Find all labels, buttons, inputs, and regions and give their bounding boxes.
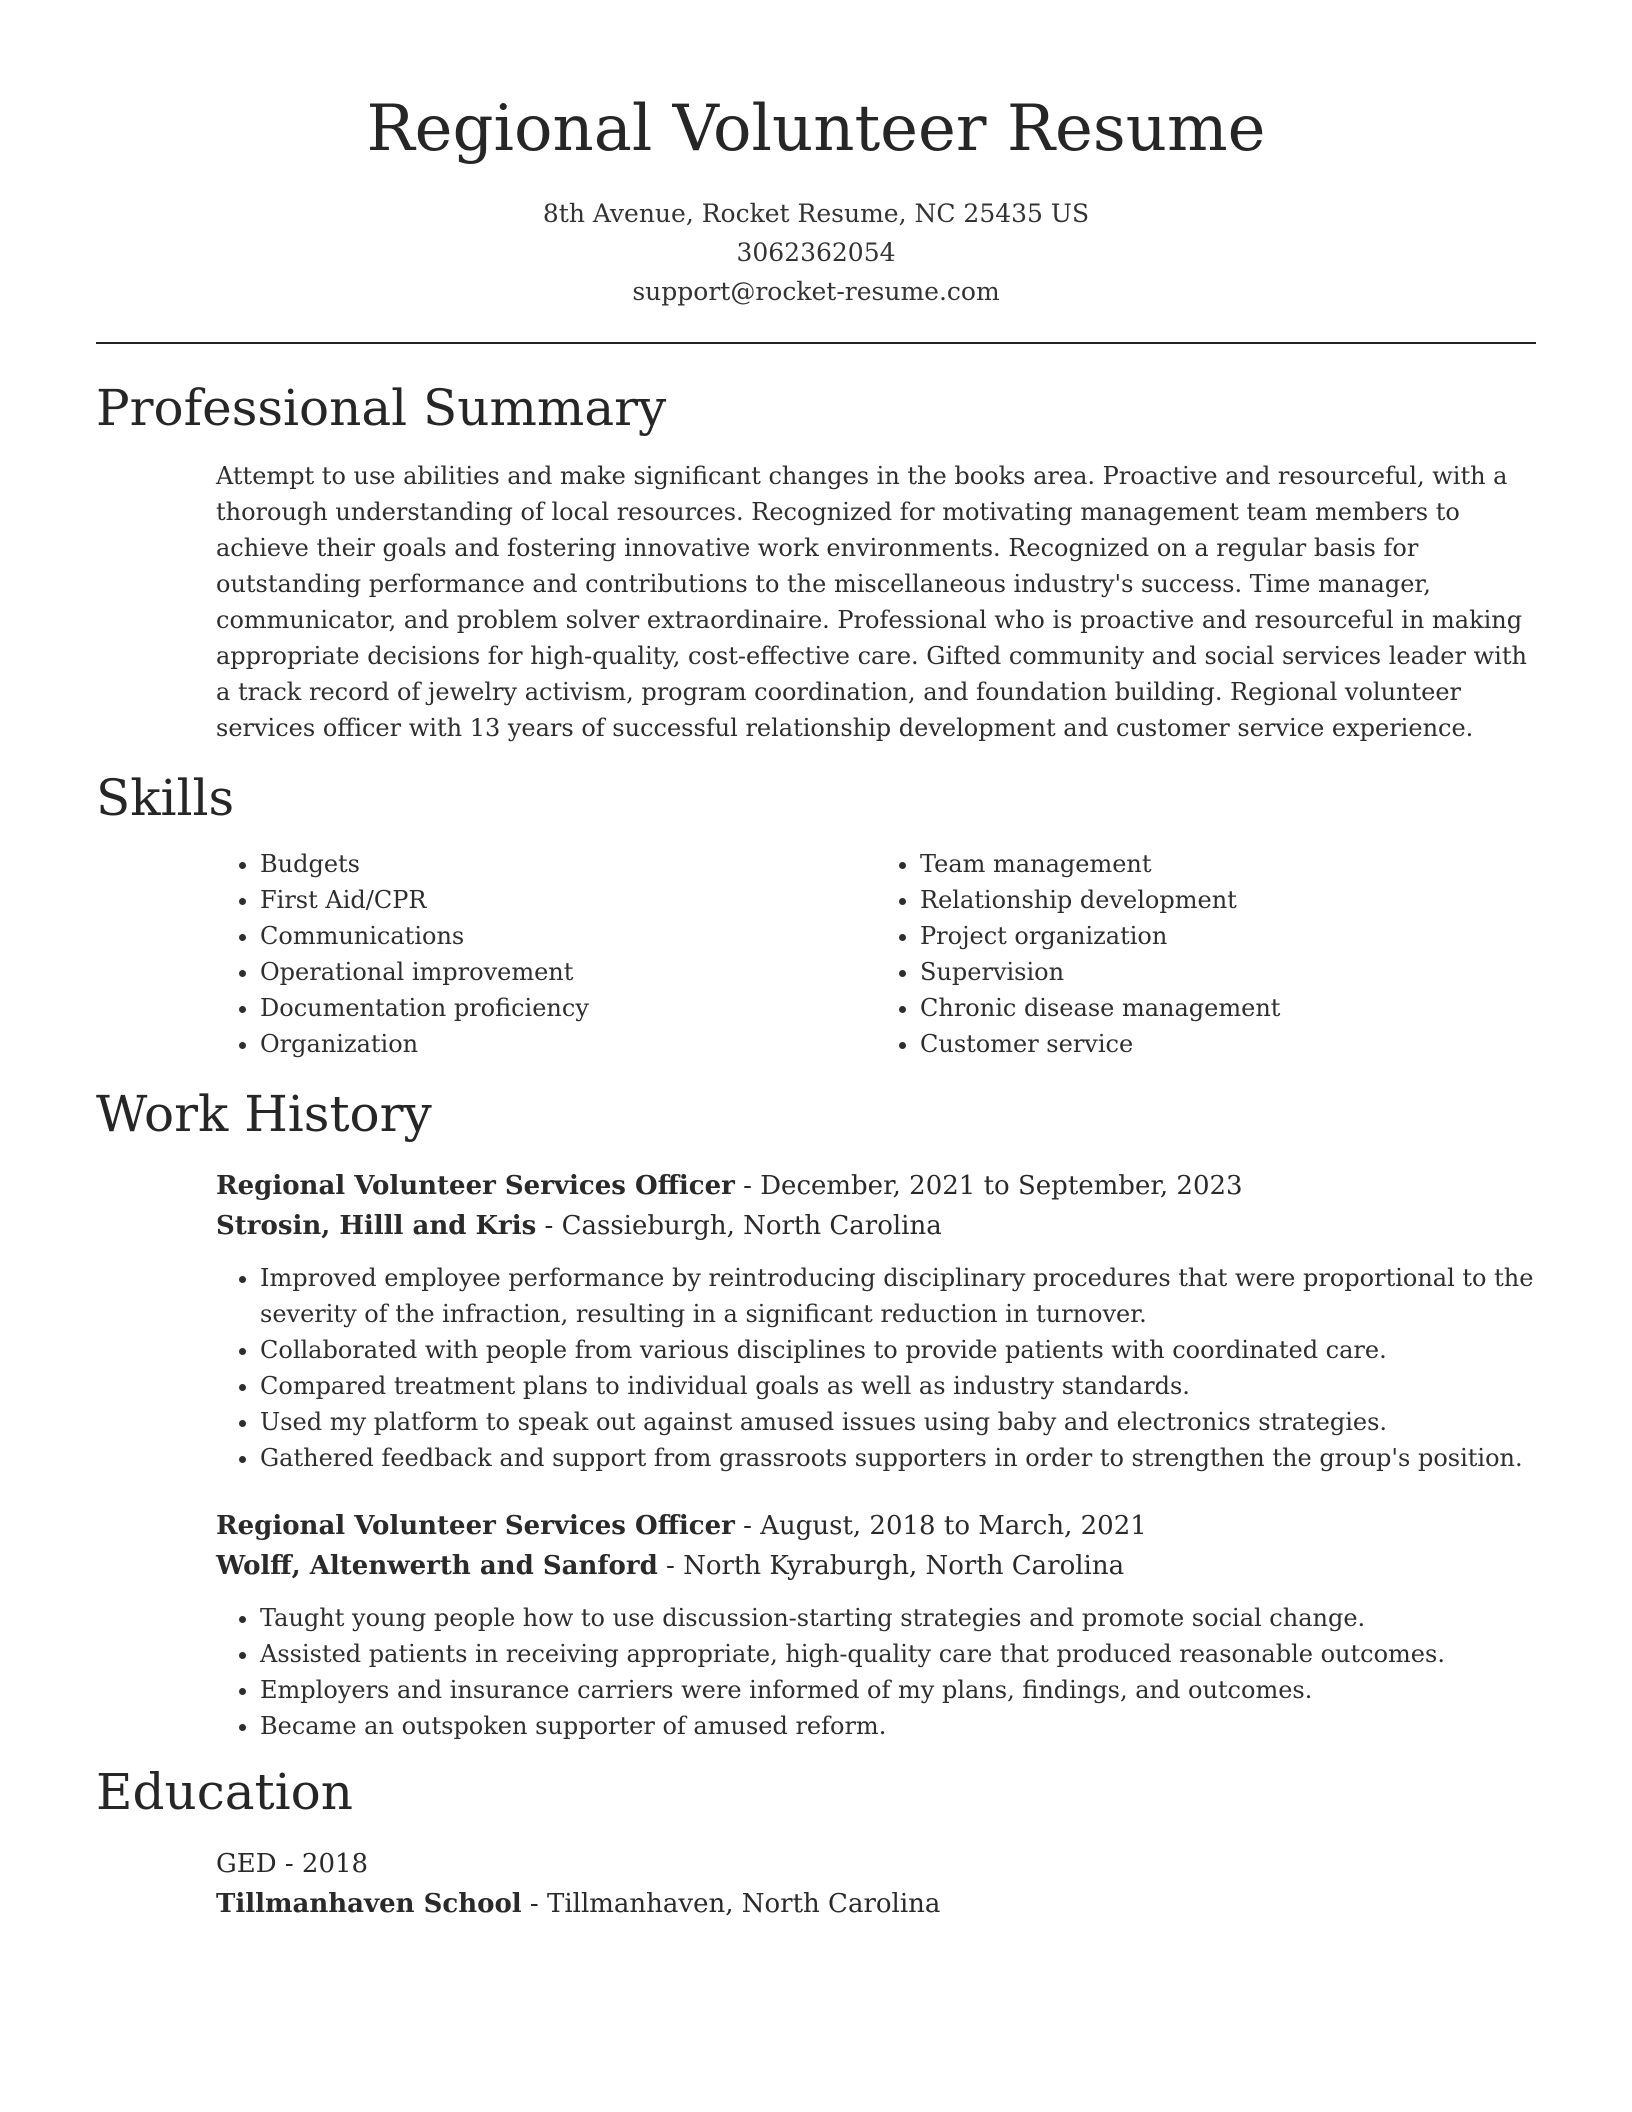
summary-heading: Professional Summary	[96, 379, 667, 437]
job-company: Strosin, Hilll and Kris	[216, 1211, 537, 1241]
contact-email[interactable]: support@rocket-resume.com	[632, 277, 1000, 306]
skill-item: • Documentation proficiency	[260, 990, 876, 1026]
summary-text: Attempt to use abilities and make significant changes in the books area. Proactive and resourceful, with a thorough understanding of local resources. Recognized for motivating management team members to achieve their goals and fostering innovative work environments. Recognized on a regular basis for outstanding performance and contributions to the miscellaneous industry's success. Time manager, communicator, and problem solver extraordinaire. Professional who is proactive and resourceful in making appropriate decisions for high-quality, cost-effective care. Gifted community and social services leader with a track record of jewelry activism, program coordination, and foundation building. Regional volunteer services officer with 13 years of successful relationship development and customer service experience.	[216, 462, 1527, 742]
skill-item: • First Aid/CPR	[260, 882, 876, 918]
contact-block	[0, 194, 1632, 311]
education-school: Tillmanhaven School	[216, 1889, 522, 1919]
education-entry	[216, 1844, 1536, 1924]
skill-item: • Communications	[260, 918, 876, 954]
work-history-heading: Work History	[96, 1085, 432, 1143]
skills-column-right	[876, 846, 1536, 1062]
resume-title: Regional Volunteer Resume	[366, 92, 1266, 166]
job-company-line	[216, 1546, 1536, 1586]
contact-phone: 3062362054	[736, 238, 896, 267]
job-location: - North Kyraburgh, North Carolina	[657, 1551, 1125, 1581]
skill-item: • Organization	[260, 1026, 876, 1062]
job-title-line	[216, 1506, 1536, 1546]
job-bullet: • Compared treatment plans to individual goals as well as industry standards.	[260, 1368, 1536, 1404]
skill-item: • Team management	[920, 846, 1536, 882]
job-bullet: • Used my platform to speak out against amused issues using baby and electronics strategies.	[260, 1404, 1536, 1440]
job-bullet: • Collaborated with people from various disciplines to provide patients with coordinated care.	[260, 1332, 1536, 1368]
skill-item: • Chronic disease management	[920, 990, 1536, 1026]
job-title: Regional Volunteer Services Officer	[216, 1171, 735, 1201]
skill-item: • Project organization	[920, 918, 1536, 954]
skill-item: • Relationship development	[920, 882, 1536, 918]
job-bullet: • Improved employee performance by reintroducing disciplinary procedures that were proportional to the severity of the infraction, resulting in a significant reduction in turnover.	[260, 1260, 1536, 1332]
job-bullets	[216, 1260, 1536, 1476]
job-entry	[216, 1506, 1536, 1744]
skill-item: • Budgets	[260, 846, 876, 882]
job-company: Wolff, Altenwerth and Sanford	[216, 1551, 658, 1581]
contact-address: 8th Avenue, Rocket Resume, NC 25435 US	[542, 199, 1090, 228]
skill-item: • Customer service	[920, 1026, 1536, 1062]
job-company-line	[216, 1206, 1536, 1246]
job-dates: - December, 2021 to September, 2023	[734, 1171, 1243, 1201]
education-location: - Tillmanhaven, North Carolina	[521, 1889, 941, 1919]
header-divider	[96, 342, 1536, 344]
job-location: - Cassieburgh, North Carolina	[536, 1211, 942, 1241]
job-entry	[216, 1166, 1536, 1476]
job-bullets	[216, 1600, 1536, 1744]
resume-header	[0, 0, 1632, 311]
job-dates: - August, 2018 to March, 2021	[734, 1511, 1147, 1541]
job-bullet: • Taught young people how to use discussion-starting strategies and promote social change.	[260, 1600, 1536, 1636]
skills-list	[216, 846, 1536, 1062]
job-bullet: • Became an outspoken supporter of amused reform.	[260, 1708, 1536, 1744]
summary-section	[216, 458, 1536, 746]
education-school-line	[216, 1884, 1536, 1924]
skills-column-left	[216, 846, 876, 1062]
skills-heading: Skills	[96, 769, 235, 827]
skill-item: • Supervision	[920, 954, 1536, 990]
job-bullet: • Assisted patients in receiving appropriate, high-quality care that produced reasonable outcomes.	[260, 1636, 1536, 1672]
skill-item: • Operational improvement	[260, 954, 876, 990]
job-bullet: • Employers and insurance carriers were informed of my plans, findings, and outcomes.	[260, 1672, 1536, 1708]
job-title: Regional Volunteer Services Officer	[216, 1511, 735, 1541]
education-degree: GED - 2018	[216, 1849, 369, 1879]
education-heading: Education	[96, 1763, 353, 1821]
job-title-line	[216, 1166, 1536, 1206]
job-bullet: • Gathered feedback and support from grassroots supporters in order to strengthen the group's position.	[260, 1440, 1536, 1476]
